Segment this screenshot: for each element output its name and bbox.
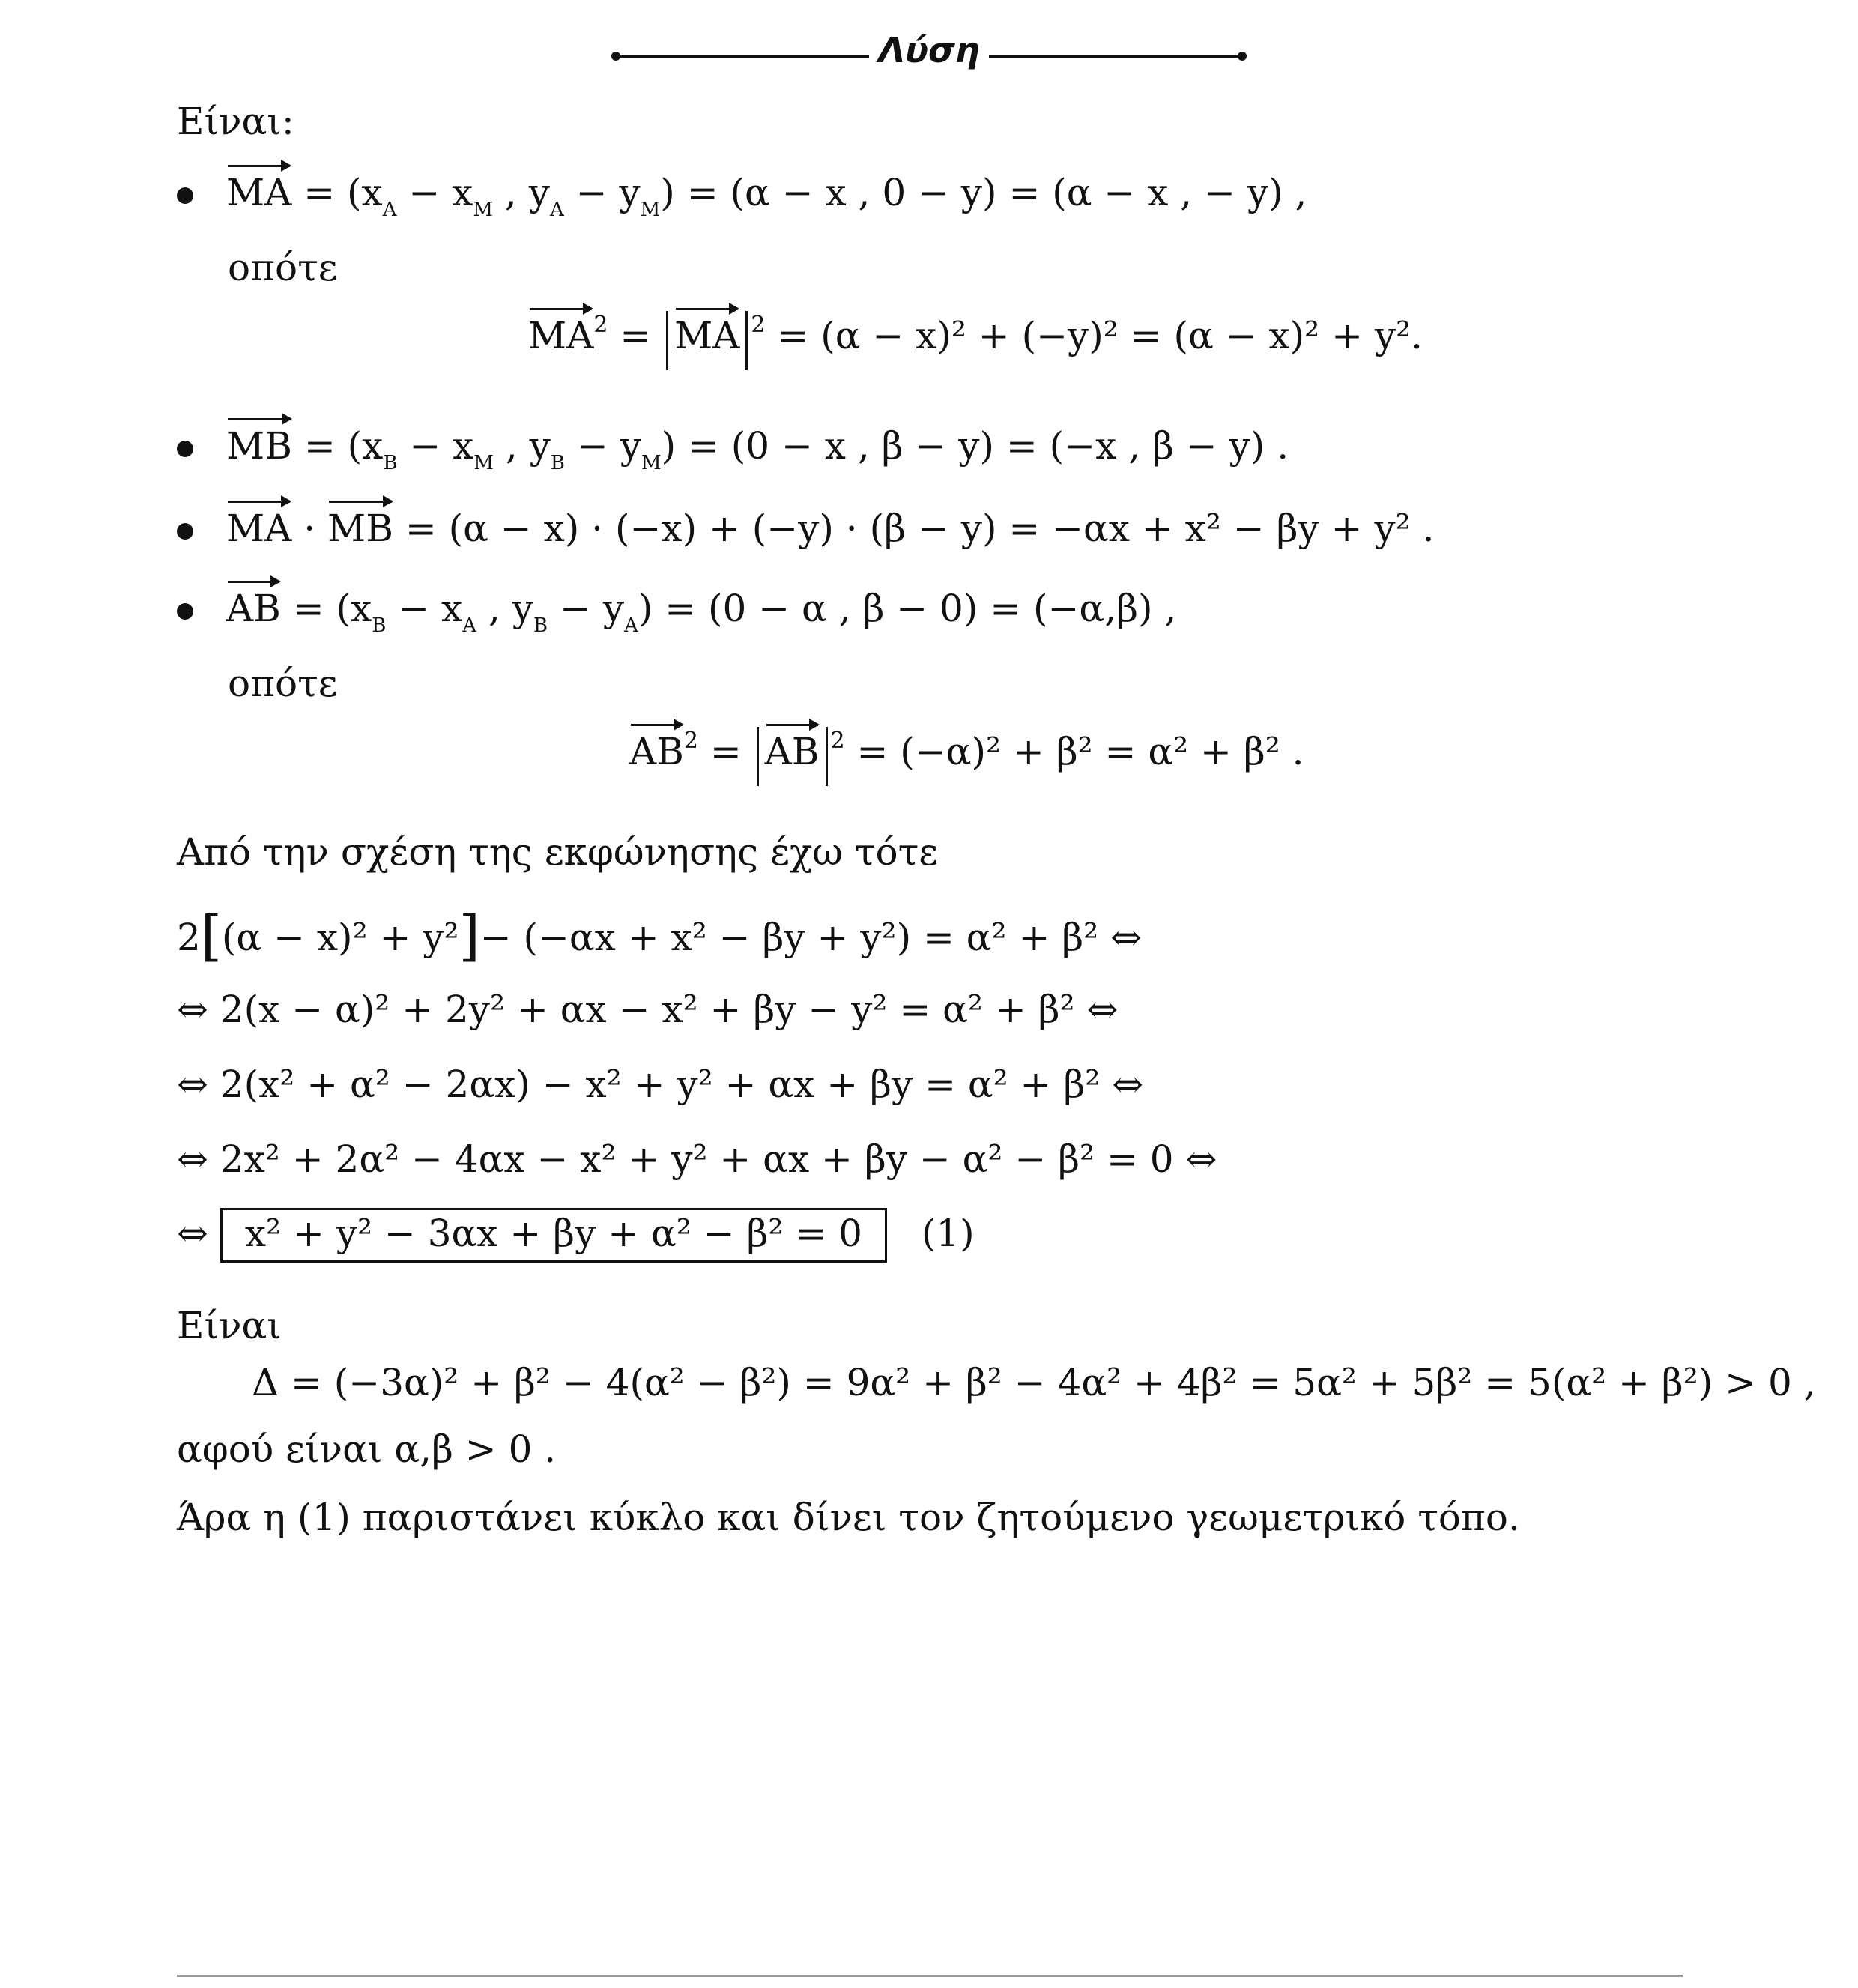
derivation-line-4: ⇔ 2x² + 2α² − 4αx − x² + y² + αx + βy − α² − β² = 0 ⇔ (177, 1137, 1217, 1181)
derivation-line-2: ⇔ 2(x − α)² + 2y² + αx − x² + βy − y² = α² + β² ⇔ (177, 988, 1119, 1031)
eq-part: , y (493, 171, 550, 214)
boxed-equation: x² + y² − 3αx + βy + α² − β² = 0 (220, 1208, 887, 1263)
subscript: B (372, 614, 387, 637)
header-rule-right (989, 55, 1244, 58)
norm-ma (666, 311, 748, 370)
eq-part: ) = (0 − α , β − 0) = (−α,β) , (638, 587, 1177, 630)
opote-text-2: οπότε (228, 662, 338, 705)
eq-part: = (x (292, 587, 372, 630)
opote-text-1: οπότε (228, 246, 338, 289)
norm-ab (757, 727, 828, 786)
vector-mb: MB (327, 507, 393, 550)
relation-intro: Από την σχέση της εκφώνησης έχω τότε (177, 830, 939, 874)
bullet-marker (177, 603, 193, 620)
subscript: B (550, 452, 566, 474)
eq-part: − y (548, 587, 625, 630)
subscript: A (462, 614, 477, 637)
subscript: A (624, 614, 638, 637)
subscript: M (473, 452, 494, 474)
eq-part: ) = (α − x , 0 − y) = (α − x , − y) , (660, 171, 1307, 214)
footer-rule (177, 1975, 1683, 1977)
subscript: M (640, 199, 661, 221)
eq-part: = (α − x)² + (−y)² = (α − x)² + y². (777, 314, 1423, 357)
exponent: 2 (751, 312, 766, 338)
vector-mb: MB (226, 424, 292, 468)
eq-part: (α − x)² + y² (221, 916, 459, 959)
vector-ma: MA (528, 314, 594, 357)
eq-part: 2 (177, 916, 201, 959)
subscript: M (641, 452, 662, 474)
vector-ma: MA (226, 507, 292, 550)
subscript: A (382, 199, 397, 221)
eq-part: ) = (0 − x , β − y) = (−x , β − y) . (661, 424, 1289, 468)
derivation-line-1: 2[(α − x)² + y²]− (−αx + x² − βy + y²) = α² + β² ⇔ (177, 904, 1142, 967)
subscript: M (473, 199, 494, 221)
eq-part: = (x (303, 424, 384, 468)
vector-ma: MA (226, 171, 292, 214)
bullet-dot-product (226, 508, 1435, 549)
vector-ab: AB (764, 730, 820, 773)
derivation-line-3: ⇔ 2(x² + α² − 2αx) − x² + y² + αx + βy = α² + β² ⇔ (177, 1063, 1144, 1106)
header-dot-right (1238, 52, 1247, 61)
afou-text: αφού είναι α,β > 0 . (177, 1427, 557, 1471)
eq-part: = (α − x) · (−x) + (−y) · (β − y) = −αx + x² − βy + y² . (393, 507, 1435, 550)
header-rule-left (614, 55, 869, 58)
equation-label: (1) (921, 1212, 975, 1255)
bullet-mb (226, 426, 1289, 474)
eq-part: − (−αx + x² − βy + y²) = α² + β² ⇔ (479, 916, 1142, 959)
discriminant-line: Δ = (−3α)² + β² − 4(α² − β²) = 9α² + β² − 4α² + 4β² = 5α² + 5β² = 5(α² + β²) > 0 , (252, 1361, 1816, 1404)
eq-part: − x (386, 587, 463, 630)
vector-ab: AB (226, 587, 281, 630)
exponent: 2 (683, 728, 698, 754)
display-ab-squared: $AB^2$ = AB $^2$ = (−α)² + β² = α² + β² . (629, 727, 1304, 786)
section-header (614, 30, 1244, 82)
eq-part: · (291, 507, 327, 550)
einai-text: Είναι (177, 1304, 282, 1347)
subscript: A (549, 199, 564, 221)
eq-part: = (x (303, 171, 383, 214)
bullet-marker (177, 441, 193, 457)
exponent: 2 (830, 728, 845, 754)
display-ma-squared: $MA^2$ = MA $^2$ = (α − x)² + (−y)² = (α − x)² + y². (528, 311, 1423, 370)
bullet-ma (226, 172, 1307, 221)
derivation-line-5 (177, 1208, 975, 1263)
subscript: B (533, 614, 548, 637)
vector-ab: AB (629, 730, 684, 773)
eq-part: , y (493, 424, 551, 468)
iff-symbol: ⇔ (177, 1212, 208, 1255)
eq-part: = (−α)² + β² = α² + β² . (856, 730, 1304, 773)
exponent: 2 (593, 312, 608, 338)
eq-part: , y (476, 587, 533, 630)
bullet-ab (226, 588, 1176, 637)
subscript: B (383, 452, 398, 474)
vector-ma: MA (674, 314, 740, 357)
eq-part: − y (565, 424, 641, 468)
conclusion-text: Άρα η (1) παριστάνει κύκλο και δίνει τον ζητούμενο γεωμετρικό τόπο. (177, 1496, 1520, 1539)
bullet-marker (177, 523, 193, 540)
eq-part: − x (397, 424, 474, 468)
bullet-marker (177, 187, 193, 204)
eq-part: − y (563, 171, 641, 214)
section-title: Λύση (878, 30, 980, 70)
intro-text: Είναι: (177, 100, 294, 143)
eq-part: − x (396, 171, 473, 214)
header-dot-left (611, 52, 620, 61)
